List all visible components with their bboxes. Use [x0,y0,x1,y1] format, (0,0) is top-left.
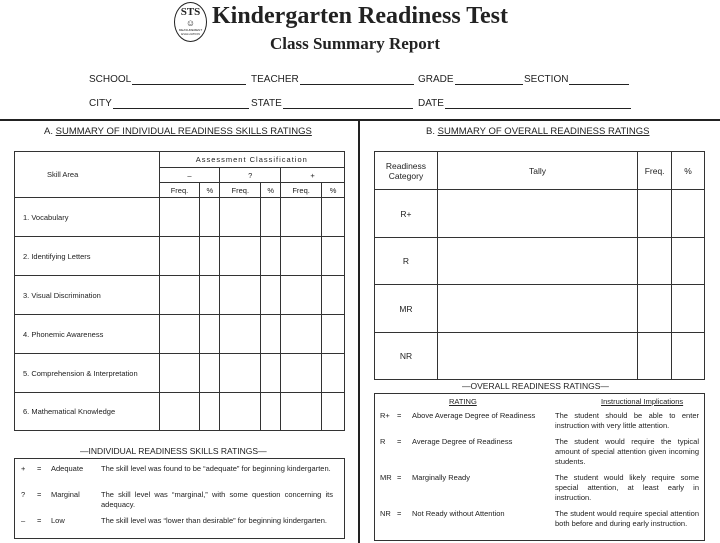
entry-cell[interactable] [322,393,345,431]
entry-cell[interactable] [220,276,261,315]
tally-cell[interactable] [437,333,637,380]
entry-cell[interactable] [322,315,345,354]
entry-cell[interactable] [281,237,322,276]
grade-field[interactable] [418,74,523,85]
divider-vertical [358,121,360,543]
overall-item-nr: NR = Not Ready without Attention The student would require special attention both before and during early instruction. [380,509,699,528]
entry-cell[interactable] [638,333,672,380]
entry-cell[interactable] [200,237,220,276]
entry-cell[interactable] [261,198,281,237]
entry-cell[interactable] [159,237,200,276]
table-row [15,237,345,276]
table-row [375,333,705,380]
entry-cell[interactable] [220,354,261,393]
logo-figure-icon: ☺ [185,18,196,28]
school-label: SCHOOL [89,74,132,85]
implications-header: Instructional Implications [601,397,684,406]
legend-item-marginal: ? = Marginal The skill level was “marginal,” with some question concerning its adequacy. [21,490,333,509]
entry-cell[interactable] [220,315,261,354]
entry-cell[interactable] [638,190,672,238]
entry-cell[interactable] [200,276,220,315]
page-title: Kindergarten Readiness Test [212,3,509,29]
entry-cell[interactable] [638,285,672,333]
entry-cell[interactable] [281,354,322,393]
sts-logo [174,2,207,42]
state-field[interactable] [251,98,413,109]
overall-item-r-plus: R+ = Above Average Degree of Readiness The student should be able to enter instruction with very little attention. [380,411,699,430]
pct-header: % [200,183,220,198]
entry-cell[interactable] [220,393,261,431]
date-field[interactable] [418,98,631,109]
entry-cell[interactable] [200,315,220,354]
entry-cell[interactable] [200,393,220,431]
overall-table [374,151,705,380]
entry-cell[interactable] [261,315,281,354]
entry-cell[interactable] [159,393,200,431]
legend-item-adequate: + = Adequate The skill level was found to be “adequate” for beginning kindergarten. [21,464,331,473]
state-label: STATE [251,98,282,109]
skills-table [14,151,345,431]
city-label: CITY [89,98,112,109]
skill-label: 2. Identifying Letters [15,237,160,276]
overall-item-r: R = Average Degree of Readiness The student would require the typical amount of special attention given incoming students. [380,437,699,466]
entry-cell[interactable] [638,238,672,285]
entry-cell[interactable] [200,198,220,237]
freq-header: Freq. [220,183,261,198]
grade-label: GRADE [418,74,454,85]
individual-legend-box [14,458,345,539]
entry-cell[interactable] [322,237,345,276]
legend-item-low: – = Low The skill level was “lower than desirable” for beginning kindergarten. [21,516,327,525]
skill-label: 5. Comprehension & Interpretation [15,354,160,393]
page-subtitle: Class Summary Report [270,34,440,53]
entry-cell[interactable] [672,285,705,333]
table-row [375,238,705,285]
school-field[interactable] [89,74,246,85]
category-label: MR [375,285,438,333]
entry-cell[interactable] [159,315,200,354]
logo-sub-text: MEASUREMENT EVALUATION [178,28,203,36]
freq-header: Freq. [159,183,200,198]
entry-cell[interactable] [159,354,200,393]
entry-cell[interactable] [159,198,200,237]
entry-cell[interactable] [261,354,281,393]
skill-label: 3. Visual Discrimination [15,276,160,315]
tally-cell[interactable] [437,190,637,238]
entry-cell[interactable] [261,393,281,431]
entry-cell[interactable] [220,237,261,276]
section-field[interactable] [524,74,629,85]
entry-cell[interactable] [261,237,281,276]
rating-header: RATING [449,397,477,406]
entry-cell[interactable] [200,354,220,393]
assessment-header: Assessment Classification [159,152,344,168]
section-b-title: B. SUMMARY OF OVERALL READINESS RATINGS [426,126,650,137]
city-field[interactable] [89,98,249,109]
table-row [15,393,345,431]
entry-cell[interactable] [281,393,322,431]
table-row [375,285,705,333]
entry-cell[interactable] [672,238,705,285]
entry-cell[interactable] [220,198,261,237]
entry-cell[interactable] [281,315,322,354]
class-low-header: – [159,168,220,183]
entry-cell[interactable] [322,276,345,315]
entry-cell[interactable] [281,276,322,315]
entry-cell[interactable] [672,190,705,238]
class-marginal-header: ? [220,168,281,183]
logo-main-text: STS [180,6,201,18]
table-row [15,276,345,315]
individual-legend-title: —INDIVIDUAL READINESS SKILLS RATINGS— [80,446,267,456]
category-header: Readiness Category [375,152,438,190]
table-row [15,198,345,237]
tally-cell[interactable] [437,238,637,285]
overall-item-mr: MR = Marginally Ready The student would likely require some special attention, at least early in instruction. [380,473,699,502]
tally-cell[interactable] [437,285,637,333]
pct-header: % [672,152,705,190]
section-label: SECTION [524,74,569,85]
entry-cell[interactable] [281,198,322,237]
class-adequate-header: + [281,168,345,183]
pct-header: % [322,183,345,198]
tally-header: Tally [437,152,637,190]
teacher-field[interactable] [251,74,414,85]
table-row [375,190,705,238]
freq-header: Freq. [281,183,322,198]
table-row [15,354,345,393]
section-a-title: A. SUMMARY OF INDIVIDUAL READINESS SKILLS RATINGS [44,126,312,137]
freq-header: Freq. [638,152,672,190]
skill-label: 6. Mathematical Knowledge [15,393,160,431]
table-row [15,315,345,354]
entry-cell[interactable] [261,276,281,315]
entry-cell[interactable] [159,276,200,315]
skill-label: 1. Vocabulary [15,198,160,237]
overall-legend-box [374,393,705,541]
skill-area-header: Skill Area [15,152,160,198]
overall-legend-title: —OVERALL READINESS RATINGS— [462,381,609,391]
category-label: R+ [375,190,438,238]
entry-cell[interactable] [672,333,705,380]
pct-header: % [261,183,281,198]
category-label: R [375,238,438,285]
teacher-label: TEACHER [251,74,299,85]
divider-horizontal [0,119,720,121]
entry-cell[interactable] [322,354,345,393]
entry-cell[interactable] [322,198,345,237]
category-label: NR [375,333,438,380]
date-label: DATE [418,98,444,109]
skill-label: 4. Phonemic Awareness [15,315,160,354]
